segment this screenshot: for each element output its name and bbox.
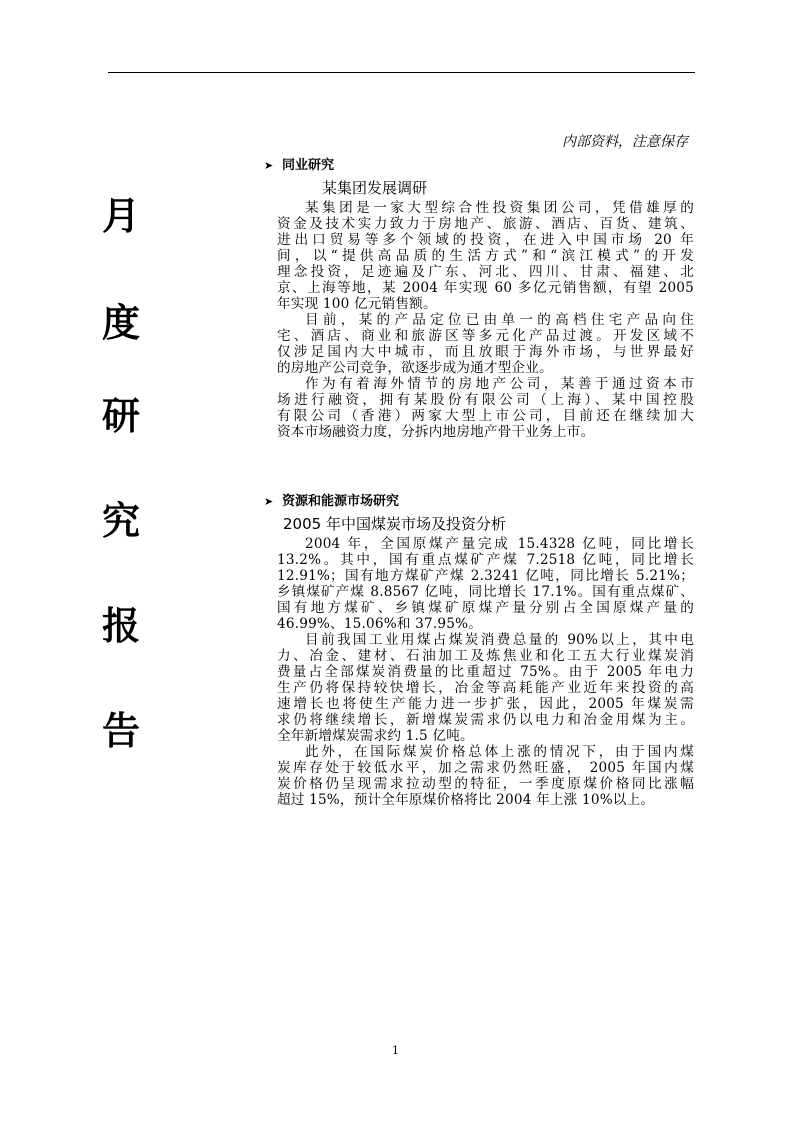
section-energy-research — [264, 492, 694, 808]
text-line: 速增长也将使生产能力进一步扩张，因此，2005 年煤炭需 — [277, 696, 694, 712]
text-line: 生产仍将保持较快增长，冶金等高耗能产业近年来投资的高 — [277, 680, 694, 696]
header-rule — [108, 72, 695, 73]
section-body — [264, 536, 694, 808]
section-subtitle: 2005 年中国煤炭市场及投资分析 — [283, 515, 506, 533]
text-line: 仅涉足国内大中城市，而且放眼于海外市场，与世界最好 — [277, 344, 694, 360]
text-line: 年实现 100 亿元销售额。 — [277, 296, 437, 312]
arrow-bullet-icon: ➤ — [264, 159, 274, 172]
text-line: 的房地产公司竞争，欲逐步成为通才型企业。 — [277, 360, 553, 376]
text-line: 有限公司（香港）两家大型上市公司，目前还在继续加大 — [277, 408, 694, 424]
text-line: 全年新增煤炭需求约 1.5 亿吨。 — [277, 728, 474, 744]
text-line: 某集团是一家大型综合性投资集团公司，凭借雄厚的 — [305, 200, 694, 216]
text-line: 资本市场融资力度，分拆内地房地产骨干业务上市。 — [277, 424, 595, 440]
text-line: 费量占全部煤炭消费量的比重超过 75%。由于 2005 年电力 — [277, 664, 694, 680]
header-note: 内部资料，注意保存 — [562, 134, 688, 150]
section-subtitle: 某集团发展调研 — [322, 179, 428, 197]
section-heading — [264, 156, 694, 176]
text-line: 资金及技术实力致力于房地产、旅游、酒店、百货、建筑、 — [277, 216, 694, 232]
text-line: 13.2%。其中，国有重点煤矿产煤 7.2518 亿吨，同比增长 — [277, 552, 694, 568]
page-number: 1 — [392, 1044, 399, 1057]
text-line: 理念投资，足迹遍及广东、河北、四川、甘肃、福建、北 — [277, 264, 694, 280]
text-line: 2004 年，全国原煤产量完成 15.4328 亿吨，同比增长 — [305, 536, 694, 552]
side-title-char: 研 — [101, 393, 140, 438]
text-line: 国有地方煤矿、乡镇煤矿原煤产量分别占全国原煤产量的 — [277, 600, 694, 616]
text-line: 进出口贸易等多个领域的投资，在进入中国市场 20 年 — [277, 232, 694, 248]
text-line: 间，以“提供高品质的生活方式”和“滨江模式”的开发 — [277, 248, 694, 264]
text-line: 46.99%、15.06%和 37.95%。 — [277, 616, 483, 632]
text-line: 求仍将继续增长，新增煤炭需求仍以电力和冶金用煤为主。 — [277, 712, 694, 728]
section-heading-text: 资源和能源市场研究 — [282, 494, 400, 509]
section-heading-text: 同业研究 — [282, 158, 335, 173]
text-line: 宅、酒店、商业和旅游区等多元化产品过渡。开发区域不 — [277, 328, 694, 344]
arrow-bullet-icon: ➤ — [264, 495, 274, 508]
text-line: 京、上海等地，某 2004 年实现 60 多亿元销售额，有望 2005 — [277, 280, 694, 296]
text-line: 炭价格仍呈现需求拉动型的特征，一季度原煤价格同比涨幅 — [277, 776, 694, 792]
text-line: 乡镇煤矿产煤 8.8567 亿吨，同比增长 17.1%。国有重点煤矿、 — [277, 584, 694, 600]
text-line: 目前我国工业用煤占煤炭消费总量的 90%以上，其中电 — [305, 632, 694, 648]
section-heading — [264, 492, 694, 512]
text-line: 12.91%；国有地方煤矿产煤 2.3241 亿吨，同比增长 5.21%； — [277, 568, 694, 584]
text-line: 炭库存处于较低水平，加之需求仍然旺盛， 2005 年国内煤 — [277, 760, 694, 776]
text-line: 此外，在国际煤炭价格总体上涨的情况下，由于国内煤 — [305, 744, 694, 760]
text-line: 作为有着海外情节的房地产公司，某善于通过资本市 — [305, 376, 694, 392]
section-body — [264, 200, 694, 440]
section-peer-research — [264, 156, 694, 440]
text-line: 力、冶金、建材、石油加工及炼焦业和化工五大行业煤炭消 — [277, 648, 694, 664]
side-title-char: 告 — [101, 708, 140, 753]
text-line: 超过 15%，预计全年原煤价格将比 2004 年上涨 10%以上。 — [277, 792, 655, 808]
text-line: 目前，某的产品定位已由单一的高档住宅产品向住 — [305, 312, 694, 328]
text-line: 场进行融资，拥有某股份有限公司（上海）、某中国控股 — [277, 392, 694, 408]
side-title-char: 究 — [101, 498, 140, 543]
side-title-char: 月 — [101, 193, 140, 238]
side-title-char: 度 — [101, 300, 140, 345]
side-title-char: 报 — [101, 603, 140, 648]
